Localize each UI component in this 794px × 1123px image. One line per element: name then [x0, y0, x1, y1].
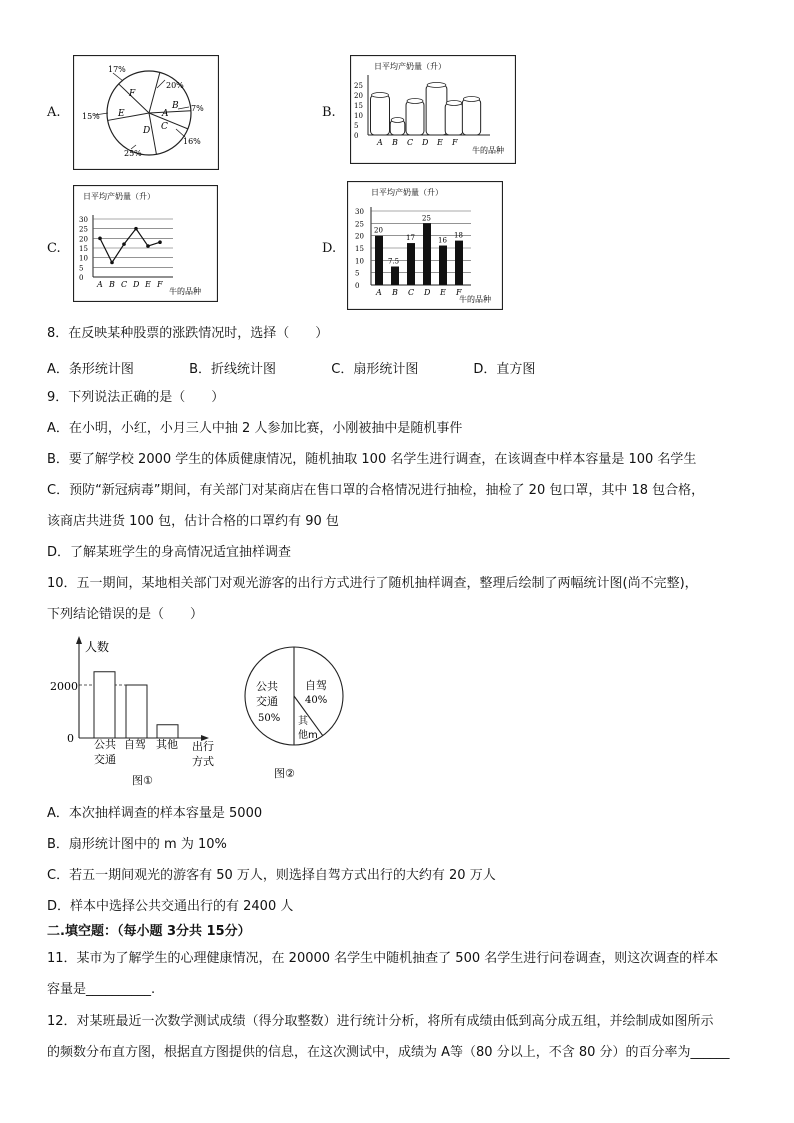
x-axis-title: 牛的品种 [472, 146, 504, 155]
q9-choice-a[interactable]: A．在小明，小红，小月三人中抽 2 人参加比赛，小刚被抽中是随机事件 [47, 421, 463, 436]
y-tick-label: 0 [355, 282, 360, 290]
option-b-letter: B. [322, 105, 336, 120]
y-axis-title: 日平均产奶量（升） [371, 188, 443, 197]
category-label: 交通 [94, 753, 116, 766]
option-d-bar-chart [347, 181, 503, 310]
bar [157, 725, 178, 738]
y-tick-0: 0 [67, 732, 74, 745]
x-tick-label: C [407, 138, 414, 147]
pie-pct-label: 20% [166, 81, 184, 90]
pie-slice-label: D [143, 126, 151, 136]
q9-choice-d[interactable]: D．了解某班学生的身高情况适宜抽样调查 [47, 545, 292, 560]
pie-pct-label: 25% [124, 149, 142, 158]
data-point [158, 240, 162, 244]
x-tick-label: F [456, 288, 462, 297]
q9-stem: 9．下列说法正确的是（ ） [47, 390, 225, 405]
pie-slice-label: B [172, 101, 179, 111]
option-b-pictograph-chart [350, 55, 516, 164]
data-point [110, 261, 114, 265]
bar-value-label: 25 [422, 214, 431, 223]
q9-choice-c[interactable]: C．预防“新冠病毒”期间，有关部门对某商店在售口罩的合格情况进行抽检，抽检了 20 包口罩，其中 18 包合格， [47, 483, 705, 498]
y-tick-label: 0 [354, 132, 359, 140]
x-axis-title: 牛的品种 [459, 295, 491, 304]
x-axis-title: 出行 [192, 740, 214, 753]
bar [407, 243, 415, 285]
y-tick-label: 20 [354, 92, 363, 100]
pictograph-jar [462, 97, 480, 136]
y-tick-label: 30 [79, 216, 88, 224]
figure-caption: 图② [274, 767, 295, 780]
q8-choice-b[interactable]: B．折线统计图 [189, 362, 277, 377]
x-tick-label: D [133, 280, 140, 289]
bar-value-label: 17 [406, 234, 415, 243]
x-tick-label: D [422, 138, 429, 147]
pie-slice-label: C [161, 122, 168, 132]
x-tick-label: E [437, 138, 443, 147]
y-tick-label: 0 [79, 274, 84, 282]
x-tick-label: C [408, 288, 415, 297]
y-tick-label: 30 [355, 208, 364, 216]
bar [94, 672, 115, 738]
y-tick-label: 5 [79, 264, 84, 273]
y-tick-label: 15 [79, 245, 88, 253]
q10-choice-a[interactable]: A．本次抽样调查的样本容量是 5000 [47, 806, 263, 821]
slice-label: 交通 [256, 695, 278, 708]
pie-slice-boundary [108, 113, 149, 120]
q12-text: 12．对某班最近一次数学测试成绩（得分取整数）进行统计分析，将所有成绩由低到高分成五组，并绘制成如图所示 [47, 1014, 714, 1029]
option-c-line-chart [73, 185, 218, 302]
figure-caption: 图① [132, 774, 153, 787]
option-a-letter: A. [47, 105, 61, 120]
slice-label: 其 [298, 716, 308, 727]
y-tick-2000: 2000 [50, 680, 78, 693]
category-label: 公共 [94, 738, 116, 751]
x-tick-label: F [452, 138, 458, 147]
q8-stem: 8．在反映某种股票的涨跌情况时，选择（ ） [47, 326, 329, 341]
x-axis-title: 牛的品种 [169, 287, 201, 296]
pictograph-jar [390, 118, 405, 136]
data-point [98, 237, 102, 241]
y-tick-label: 20 [79, 235, 88, 244]
option-c-letter: C. [47, 241, 61, 256]
q8-choices [47, 358, 535, 377]
q12-text-cont[interactable]: 的频数分布直方图，根据直方图提供的信息，在这次测试中，成绩为 A等（80 分以上，不含 80 分）的百分率为______ [47, 1045, 730, 1060]
x-tick-label: E [145, 280, 151, 289]
pie-slice-label: F [129, 89, 136, 99]
x-tick-label: E [440, 288, 446, 297]
slice-label: 40% [305, 695, 328, 706]
pie-pct-label: 15% [82, 112, 100, 121]
y-tick-label: 10 [79, 254, 88, 263]
pie-pct-label: 7% [191, 104, 204, 113]
pie-slice-label: A [162, 109, 169, 119]
y-tick-label: 15 [354, 102, 363, 110]
q10-fig1-bar-chart [45, 632, 225, 792]
x-tick-label: B [392, 138, 398, 147]
bar [375, 236, 383, 285]
y-tick-label: 25 [79, 225, 88, 234]
y-tick-label: 25 [355, 220, 364, 229]
q10-choice-b[interactable]: B．扇形统计图中的 m 为 10% [47, 837, 227, 852]
q9-choice-b[interactable]: B．要了解学校 2000 学生的体质健康情况，随机抽取 100 名学生进行调查，在该调查中样本容量是 100 名学生 [47, 452, 697, 467]
bar-value-label: 7.5 [388, 257, 400, 266]
q9-choice-c-cont: 该商店共进货 100 包，估计合格的口罩约有 90 包 [47, 514, 339, 529]
q11-text-cont[interactable]: 容量是__________. [47, 982, 156, 997]
q10-stem-cont: 下列结论错误的是（ ） [47, 607, 204, 622]
bar [439, 246, 447, 285]
option-a-pie-chart [73, 55, 219, 170]
q10-stem: 10．五一期间，某地相关部门对观光游客的出行方式进行了随机抽样调查，整理后绘制了两幅统计图(尚不完整)， [47, 576, 698, 591]
x-tick-label: B [109, 280, 115, 289]
category-label: 自驾 [124, 738, 146, 751]
pictograph-jar [426, 83, 447, 136]
x-tick-label: C [121, 280, 128, 289]
y-axis-title: 日平均产奶量（升） [83, 192, 155, 201]
x-tick-label: D [424, 288, 431, 297]
slice-label: 公共 [256, 680, 278, 693]
x-axis-title: 方式 [192, 755, 214, 768]
category-label: 其他 [156, 738, 178, 751]
pie-slice-label: E [118, 109, 125, 119]
bar [126, 685, 147, 738]
data-point [134, 227, 138, 231]
q8-choice-a[interactable]: A．条形统计图 [47, 362, 134, 377]
y-axis-title: 日平均产奶量（升） [374, 62, 446, 71]
pictograph-jar [445, 101, 463, 136]
x-tick-label: A [376, 288, 382, 297]
q10-choice-d[interactable]: D．样本中选择公共交通出行的有 2400 人 [47, 899, 294, 914]
q11-text: 11．某市为了解学生的心理健康情况，在 20000 名学生中随机抽查了 500 名学生进行问卷调查，则这次调查的样本 [47, 951, 719, 966]
y-tick-label: 20 [355, 232, 364, 241]
x-tick-label: F [157, 280, 163, 289]
bar-value-label: 16 [438, 236, 447, 245]
bar [423, 223, 431, 285]
x-tick-label: A [377, 138, 383, 147]
y-tick-label: 5 [354, 122, 359, 130]
slice-label: 他m [298, 730, 318, 741]
slice-label: 50% [258, 713, 281, 724]
pie-slice-boundary [149, 72, 160, 113]
y-tick-label: 25 [354, 82, 363, 90]
y-tick-label: 10 [355, 257, 364, 266]
y-axis-title: 人数 [85, 640, 110, 654]
y-tick-label: 10 [354, 112, 363, 120]
q10-fig2-pie-chart [244, 644, 364, 784]
q8-choice-d[interactable]: D．直方图 [473, 362, 536, 377]
option-d-letter: D. [322, 241, 337, 256]
x-tick-label: A [97, 280, 103, 289]
y-tick-label: 5 [355, 269, 360, 278]
data-point [122, 242, 126, 246]
section-2-heading: 二.填空题：（每小题 3分共 15分） [47, 924, 251, 939]
pie-pct-label: 16% [183, 137, 201, 146]
bar-value-label: 20 [374, 226, 383, 235]
pie-slice-boundary [149, 111, 191, 113]
pictograph-jar [371, 93, 390, 136]
bar [455, 241, 463, 285]
bar [391, 267, 399, 286]
q8-choice-c[interactable]: C．扇形统计图 [331, 362, 419, 377]
bar-value-label: 18 [454, 231, 463, 240]
pie-pct-label: 17% [108, 65, 126, 74]
slice-label: 自驾 [305, 679, 327, 692]
y-tick-label: 15 [355, 245, 364, 253]
q10-choice-c[interactable]: C．若五一期间观光的游客有 50 万人，则选择自驾方式出行的大约有 20 万人 [47, 868, 496, 883]
pictograph-jar [406, 99, 424, 136]
x-tick-label: B [392, 288, 398, 297]
data-point [146, 244, 150, 248]
